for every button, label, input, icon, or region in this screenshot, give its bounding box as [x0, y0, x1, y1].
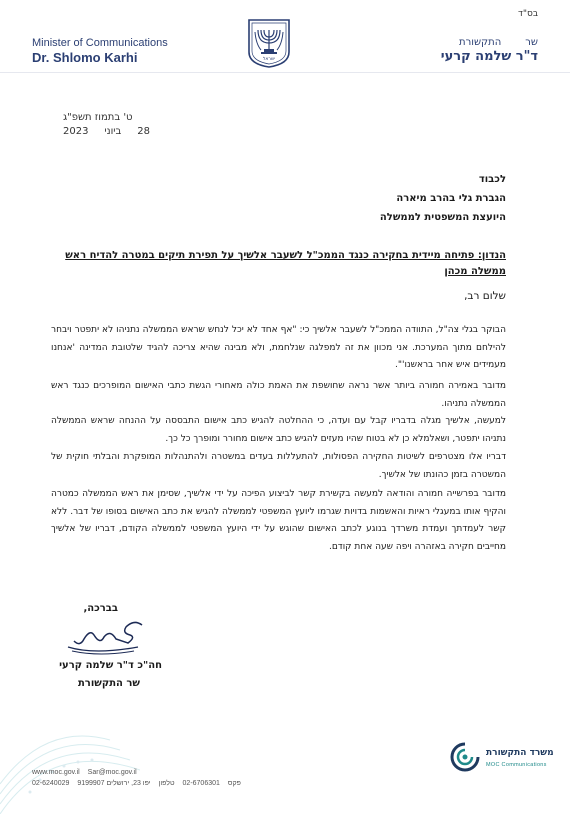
state-emblem-icon [247, 18, 291, 68]
date-gregorian: 28 ביוני 2023 [63, 126, 150, 137]
footer-email[interactable]: Sar@moc.gov.il [87, 769, 137, 776]
recipient-role: היועצת המשפטית לממשלה [379, 212, 506, 223]
paragraph-4: דבריו אלו מצטרפים לשיטות החקירה הפסולות, להתעללות בעדים במשטרה ולהתנהלות המופקרת והבלתי חוקית של המשטרה בזמן כהונתו של אלשיך. [51, 452, 506, 480]
paragraph-1: הבוקר בגלי צה"ל, התוודה הממכ"ל לשעבר אלשיך כי: "אף אחד לא יכל לנחש שראש הממשלה נתניהו לא יתפטר ויבחר להילחם מתוך המערכת. אני מכוון את זה למפלגה שנלחמת, ולא מבינה שהיא צריכה להגיד שלטובת המדינה 'אנחנו מעמידים איש אחר בראשנו'". [51, 325, 506, 371]
paragraph-3: למעשה, אלשיך מגלה בדבריו קבל עם ועדה, כי ההחלטה להגיש כתב אישום התבססה על ההנחה שראש הממשלה נתניהו יתפטר, ושאלמלא כן לא בטוח שהיו מעזים להגיש כתב אישום מחורר ומופרך כל כך. [51, 416, 506, 444]
emblem-label: ישראל [262, 57, 276, 62]
footer-fax-label: פקס [227, 779, 241, 787]
ministry-logo-icon [448, 740, 482, 774]
minister-name-he: ד"ר שלמה קרעי [440, 49, 538, 64]
closing: בברכה, [83, 603, 118, 614]
letter-dates [63, 111, 150, 139]
footer-phone-label: טלפון [158, 779, 175, 787]
subject-text: הנדון: פתיחה מיידית בחקירה כנגד הממכ"ל לשעבר אלשיך על תפירת תיקים במטרה להדיח ראש ממשלה מכהן [65, 250, 506, 277]
minister-title-he [441, 37, 538, 49]
recipient-name: הגברת גלי בהרב מיארה [396, 193, 506, 204]
greeting: שלום רב, [464, 290, 506, 302]
recipient-to: לכבוד [478, 174, 506, 185]
footer-address: יפו 23, ירושלים 9199907 [77, 779, 151, 787]
footer-website[interactable]: www.moc.gov.il [32, 769, 80, 776]
recipient-block [106, 170, 506, 227]
minister-title-en: Minister of Communications [32, 37, 168, 49]
ministry-name-he: משרד התקשורת [486, 748, 554, 758]
footer-row-contact [32, 779, 412, 790]
minister-name-en: Dr. Shlomo Karhi [32, 50, 138, 66]
date-hebrew: ט' בתמוז תשפ"ג [63, 112, 133, 123]
ministry-name-en: MOC Communications [486, 762, 547, 768]
title-he-sar: שר [525, 37, 538, 48]
signature-icon [64, 617, 148, 657]
footer-fax: 02-6240029 [32, 779, 70, 787]
signer-name: חה"כ ד"ר שלמה קרעי [59, 660, 162, 671]
header-hebrew [441, 37, 538, 65]
paragraph-5: מדובר בפרשייה חמורה והודאה למעשה בקשירת קשר לביצוע הפיכה על ידי אלשיך, שסימן את ראש הממשלה כמטרה והקיף אותו במעגלי ראיות והאשמות בדויות שגרמו ליועץ המשפטי לממשלה להגיש את כתב האישום בסופו של דבר. ללא קשר לעמדתך ועמדת משרדך בנוגע לכתב האישום שהוגש על ידי היועץ המשפטי לממשלה הקודם, דבריו של אלשיך מחייבים חקירה באזהרה ויפה שעה אחת קודם. [51, 489, 506, 552]
title-he-ministry: התקשורת [459, 37, 502, 48]
footer-phone: 02-6706301 [182, 779, 220, 787]
header-english [32, 37, 168, 66]
footer [32, 768, 412, 789]
decorative-pattern-icon [0, 700, 140, 814]
signer-title: שר התקשורת [77, 678, 140, 689]
bsd-mark: בס"ד [518, 9, 539, 19]
subject-line [36, 248, 506, 280]
paragraph-2: מדובר באמירה חמורה ביותר אשר נראה שחושפת את האמת כולה מאחורי הגשת כתבי האישום המופרכים כנגד ראש הממשלה נתניהו. [51, 381, 506, 409]
header-divider [0, 72, 570, 73]
footer-row-web [32, 768, 412, 779]
